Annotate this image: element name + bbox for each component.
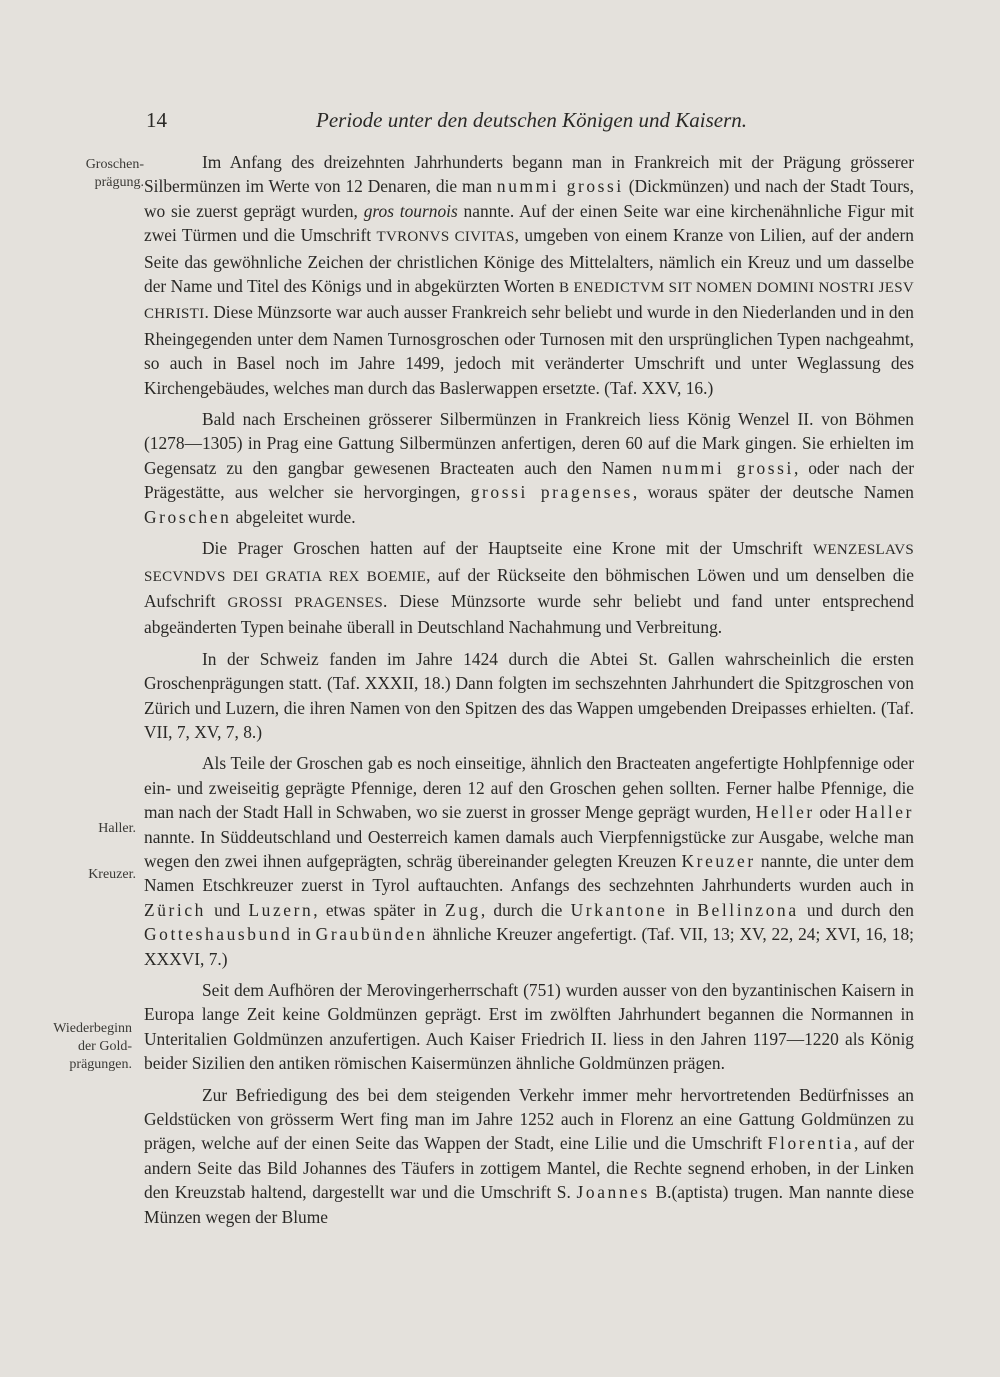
- paragraph-groschen-france: Im Anfang des dreizehnten Jahrhunderts begann man in Frankreich mit der Prägung grösserer Silbermünzen im Werte von 12 Denaren, die man nummi grossi (Dickmünzen) und nach der Stadt Tours, wo sie zuerst geprägt wurden, gros tournois nannte. Auf der einen Seite war eine kirchenähnliche Figur mit zwei Türmen und die Umschrift TVRONVS CIVITAS, umgeben von einem Kranze von Lilien, auf der andern Seite das gewöhnliche Zeichen der christlichen Könige des Mittelalters, nämlich ein Kreuz und um dasselbe der Name und Titel des Königs und in abgekürzten Worten B ENEDICTVM SIT NOMEN DOMINI NOSTRI JESV CHRISTI. Diese Münzsorte war auch ausser Frankreich sehr beliebt und wurde in den Niederlanden und in den Rheingegenden unter dem Namen Turnosgroschen oder Turnosen mit den ursprünglichen Typen nachgeahmt, so auch in Basel noch im Jahre 1499, jedoch mit veränderter Umschrift und unter Weglassung des Kirchengebäudes, welches man durch das Baslerwappen ersetzte. (Taf. XXV, 16.): [144, 152, 915, 398]
- margin-note-haller: Haller.: [98, 821, 136, 836]
- running-title: Periode unter den deutschen Königen und Kaisern.: [316, 108, 748, 132]
- margin-note-wiederbeginn-goldpraegungen: Wiederbeginn der Gold- prägungen.: [53, 1021, 132, 1072]
- margin-note-groschenpraegung: Groschen- prägung.: [85, 157, 144, 190]
- paragraph-prague-groschen-types: Die Prager Groschen hatten auf der Hauptseite eine Krone mit der Umschrift WENZESLAVS SECVNDVS DEI GRATIA REX BOEMIE, auf der Rückseite den böhmischen Löwen und um denselben die Aufschrift GROSSI PRAGENSES. Diese Münzsorte wurde sehr beliebt und fand unter entsprechend abgeänderten Typen beinahe überall in Deutschland Nachahmung und Verbreitung.: [144, 538, 914, 638]
- paragraph-florence-gold: Zur Befriedigung des bei dem steigenden Verkehr immer mehr hervortretenden Bedürfnisses an Geldstücken von grösserm Wert fing man im Jahre 1252 auch in Florenz an eine Gattung Goldmünzen zu prägen, welche auf der einen Seite das Wappen der Stadt, eine Lilie und die Umschrift Florentia, auf der andern Seite das Bild Johannes des Täufers in zottigem Mantel, die Rechte segnend erhoben, in der Linken den Kreuzstab haltend, dargestellt war und die Umschrift S. Joannes B.(aptista) trugen. Man nannte diese Münzen wegen der Blume: [144, 1084, 915, 1227]
- paragraph-heller-kreuzer: Als Teile der Groschen gab es noch einseitige, ähnlich den Bracteaten angefertigte Hohlpfennige oder ein- und zweiseitig geprägte Pfennige, deren 12 auf den Groschen gehen sollten. Ferner halbe Pfennige, die man nach der Stadt Hall in Schwaben, wo sie zuerst in grosser Menge geprägt wurden, Heller oder Haller nannte. In Süddeutschland und Oesterreich kamen damals auch Vierpfennigstücke zur Ausgabe, welche man wegen den zwei ihnen aufgeprägten, schräg übereinander gelegten Kreuzen Kreuzer nannte, die unter dem Namen Etschkreuzer zuerst in Tyrol auftauchten. Anfangs des sechzehnten Jahrhunderts wurden auch in Zürich und Luzern, etwas später in Zug, durch die Urkantone in Bellinzona und durch den Gotteshausbund in Graubünden ähnliche Kreuzer angefertigt. (Taf. VII, 13; XV, 22, 24; XVI, 16, 18; XXXVI, 7.): [144, 753, 915, 969]
- paragraph-gold-coinage: Seit dem Aufhören der Merovingerherrschaft (751) wurden ausser von den byzantinischen Kaisern in Europa lange Zeit keine Goldmünzen geprägt. Erst im zwölften Jahrhundert begannen die Normannen in Unteritalien Goldmünzen anzufertigen. Auch Kaiser Friedrich II. liess in den Jahren 1197—1220 als König beider Sizilien den antiken römischen Kaisermünzen ähnliche Goldmünzen prägen.: [144, 980, 914, 1074]
- margin-note-kreuzer: Kreuzer.: [88, 867, 136, 882]
- paragraph-swiss-groschen: In der Schweiz fanden im Jahre 1424 durch die Abtei St. Gallen wahrscheinlich die ersten Groschenprägungen statt. (Taf. XXXII, 18.) Dann folgten im sechszehnten Jahrhundert die Spitzgroschen von Zürich und Luzern, die ihren Namen von den Spitzen des das Wappen umgebenden Dreipasses erhielten. (Taf. VII, 7, XV, 7, 8.): [144, 648, 914, 742]
- page-number: 14: [146, 108, 167, 132]
- main-text: [144, 150, 914, 1236]
- paragraph-prague-groschen-origin: Bald nach Erscheinen grösserer Silbermünzen in Frankreich liess König Wenzel II. von Böhmen (1278—1305) in Prag eine Gattung Silbermünzen anfertigen, deren 60 auf die Mark gingen. Sie erhielten im Gegensatz zu den gangbar gewesenen Bracteaten auch den Namen nummi grossi, oder nach der Prägestätte, aus welcher sie hervorgingen, grossi pragenses, woraus später der deutsche Namen Groschen abgeleitet wurde.: [144, 409, 915, 527]
